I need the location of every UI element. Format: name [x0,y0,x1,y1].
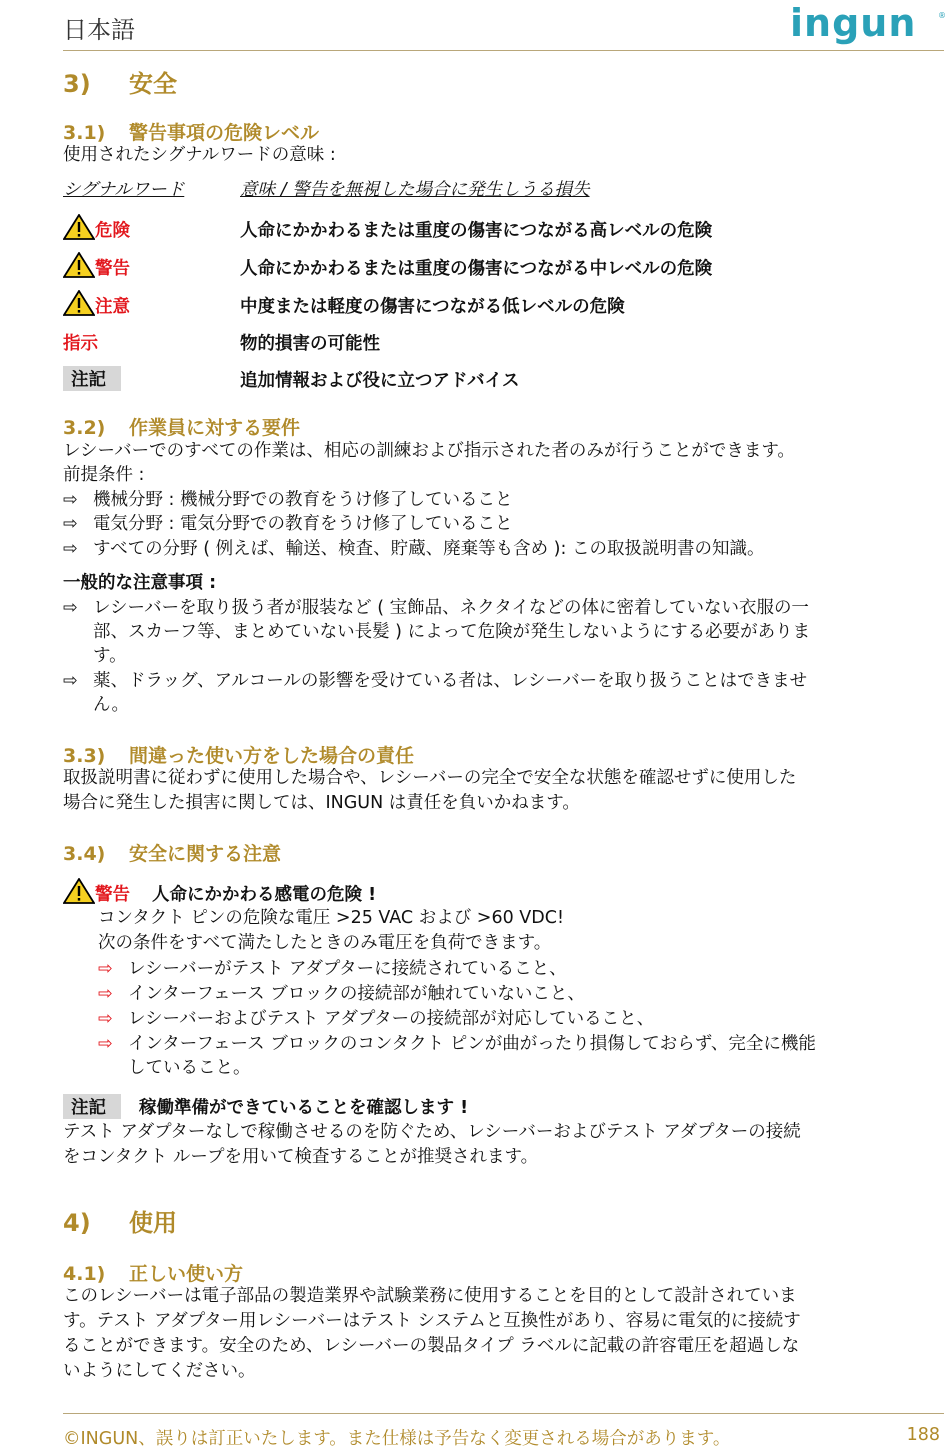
meaning-note: 追加情報および役に立つアドバイス [240,371,520,391]
footer-copyright: ©INGUN、誤りは訂正いたします。また仕様は予告なく変更される場合があります。 [63,1429,731,1449]
note-header: 注記 稼働準備ができていることを確認します ! [63,1094,468,1119]
warning-text-2: 次の条件をすべて満たしたときのみ電圧を負荷できます。 [98,933,552,953]
requirements-text-1: レシーバーでのすべての作業は、相応の訓練および指示された者のみが行うことができます。 [63,441,795,461]
section-3-heading: 3) 安全 [63,70,177,98]
footer-rule [63,1413,944,1414]
note-label: 注記 [63,1094,121,1119]
usage-text-3: ることができます。安全のため、レシーバーの製品タイプ ラベルに記載の許容電圧を超過しな [63,1336,800,1356]
meaning-danger: 人命にかかわるまたは重度の傷害につながる高レベルの危険 [240,221,713,241]
warning-triangle-icon [63,878,95,904]
usage-text-4: いようにしてください。 [63,1361,256,1381]
section-3-2-heading: 3.2) 作業員に対する要件 [63,417,301,439]
safety-warning-header: 警告 人命にかかわる感電の危険 ! [63,878,376,906]
warning-text-1: コンタクト ピンの危険な電圧 >25 VAC および >60 VDC! [98,908,564,928]
signal-caution: 注意 [63,290,130,318]
requirements-text-2: 前提条件 : [63,465,145,485]
page-number: 188 [906,1425,940,1445]
section-4-heading: 4) 使用 [63,1209,177,1237]
warning-triangle-icon [63,252,95,278]
list-item: ⇨ 機械分野 : 機械分野での教育をうけ修了していること [63,490,513,510]
list-item: ⇨ すべての分野 ( 例えば、輸送、検査、貯蔵、廃棄等も含め ): この取扱説明書の知識。 [63,539,765,559]
section-3-4-heading: 3.4) 安全に関する注意 [63,843,282,865]
usage-text-2: す。テスト アダプター用レシーバーはテスト システムと互換性があり、容易に電気的に接続す [63,1311,801,1331]
warning-triangle-icon [63,290,95,316]
section-3-3-heading: 3.3) 間違った使い方をした場合の責任 [63,745,415,767]
signal-warning: 警告 [63,252,130,280]
liability-text-1: 取扱説明書に従わずに使用した場合や、レシーバーの完全で安全な状態を確認せずに使用した [63,768,797,788]
note-label: 注記 [63,366,121,391]
section-4-1-heading: 4.1) 正しい使い方 [63,1263,244,1285]
meaning-warning: 人命にかかわるまたは重度の傷害につながる中レベルの危険 [240,259,713,279]
svg-text:ingun: ingun [790,4,917,45]
svg-text:®: ® [938,11,946,20]
liability-text-2: 場合に発生した損害に関しては、INGUN は責任を負いかねます。 [63,793,580,813]
warning-triangle-icon [63,214,95,240]
list-item: ⇨ 電気分野 : 電気分野での教育をうけ修了していること [63,514,513,534]
usage-text-1: このレシーバーは電子部品の製造業界や試験業務に使用することを目的として設計されていま [63,1286,797,1306]
signal-danger: 危険 [63,214,130,242]
note-text-2: をコンタクト ループを用いて検査することが推奨されます。 [63,1147,539,1167]
list-item: ⇨ レシーバーを取り扱う者が服装など ( 宝飾品、ネクタイなどの体に密着していない衣服の一 部、スカーフ等、まとめていない長髪 ) によって危険が発生しないようにする必要がありま す。 [63,598,811,666]
note-text-1: テスト アダプターなしで稼働させるのを防ぐため、レシーバーおよびテスト アダプターの接続 [63,1122,801,1142]
list-item: ⇨ レシーバーおよびテスト アダプターの接続部が対応していること、 [98,1009,655,1029]
meaning-caution: 中度または軽度の傷害につながる低レベルの危険 [240,297,625,317]
meaning-instruction: 物的損害の可能性 [240,334,380,354]
meaning-column-header: 意味 / 警告を無視した場合に発生しうる損失 [240,180,590,200]
signal-intro: 使用されたシグナルワードの意味 : [63,145,336,165]
signal-instruction: 指示 [63,334,98,354]
ingun-logo [788,4,948,48]
signal-note [63,366,121,391]
general-notes-title: 一般的な注意事項 : [63,573,217,593]
section-3-1-heading: 3.1) 警告事項の危険レベル [63,122,320,144]
header-rule [63,50,944,51]
language-label: 日本語 [63,16,135,44]
list-item: ⇨ レシーバーがテスト アダプターに接続されていること、 [98,959,567,979]
list-item: ⇨ 薬、ドラッグ、アルコールの影響を受けている者は、レシーバーを取り扱うことはできませ ん。 [63,671,808,715]
list-item: ⇨ インターフェース ブロックのコンタクト ピンが曲がったり損傷しておらず、完全に機能 していること。 [98,1034,816,1078]
signal-column-header: シグナルワード [63,180,185,200]
list-item: ⇨ インターフェース ブロックの接続部が触れていないこと、 [98,984,585,1004]
